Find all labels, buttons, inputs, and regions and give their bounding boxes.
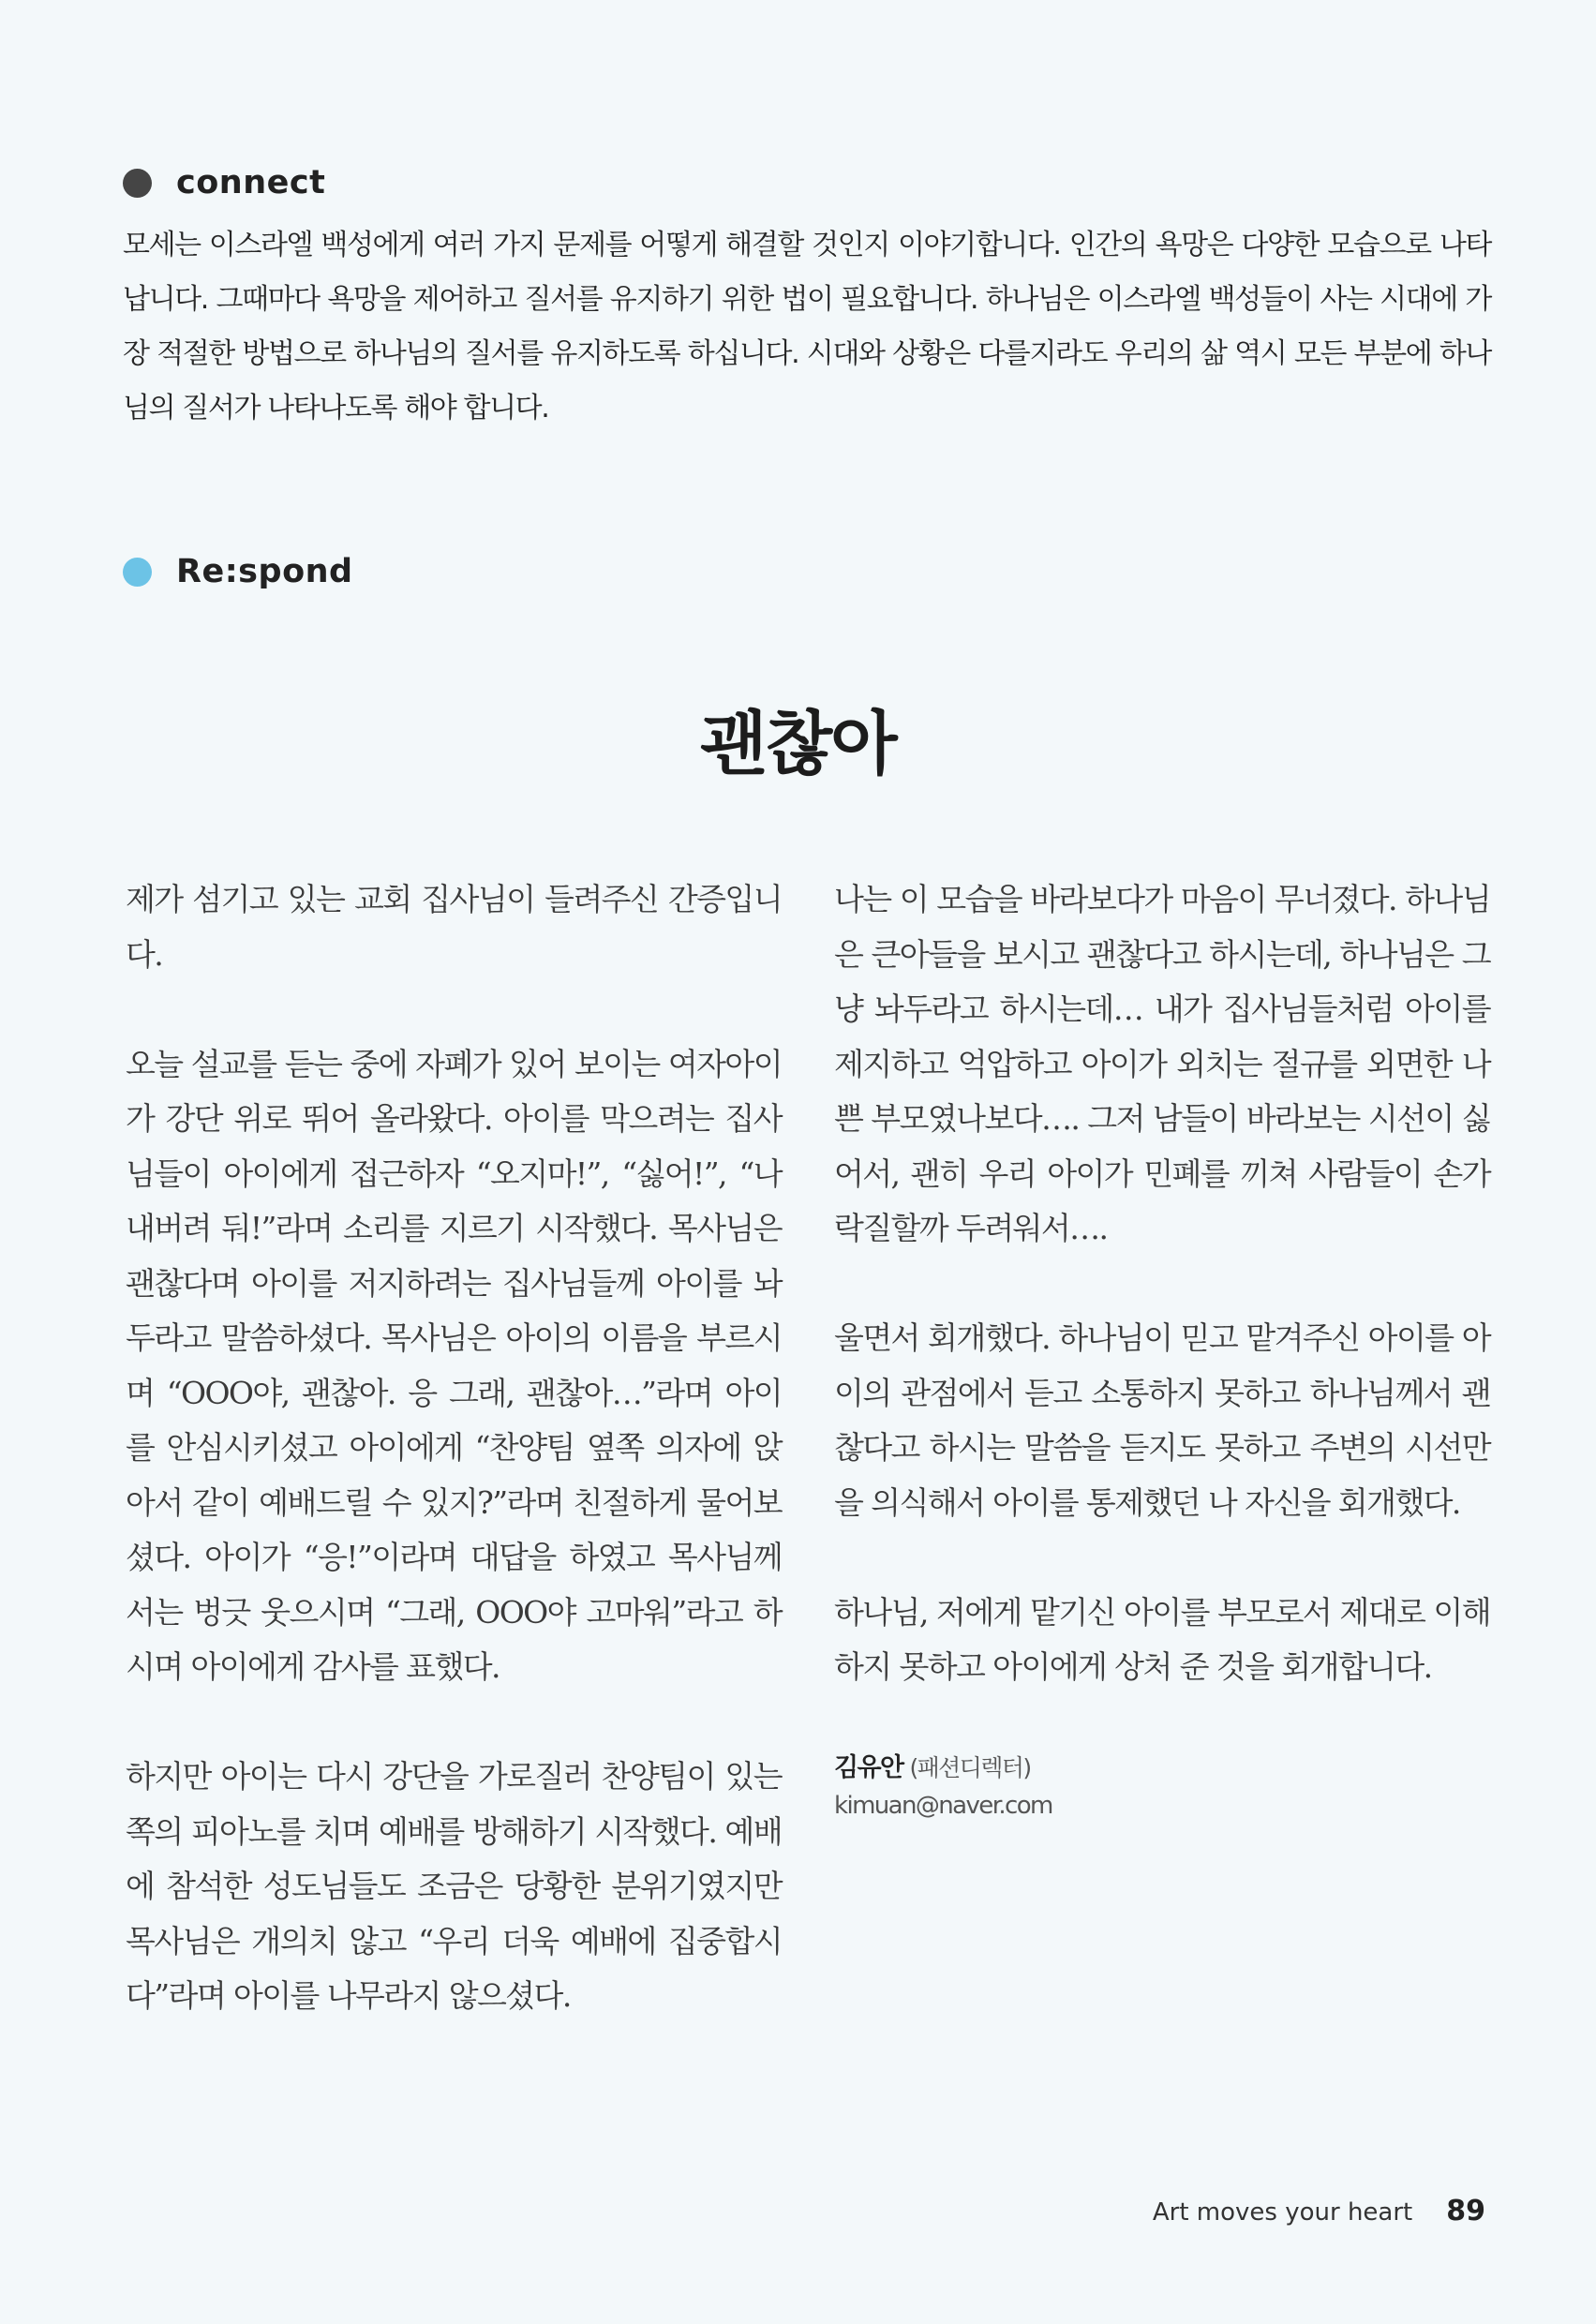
article-paragraph: 오늘 설교를 듣는 중에 자폐가 있어 보이는 여자아이가 강단 위로 뛰어 올라왔다. 아이를 막으려는 집사님들이 아이에게 접근하자 “오지마!”, “싫어!”, “나 내버려 둬!”라며 소리를 지르기 시작했다. 목사님은 괜찮다며 아이를 저지하려는 집사님들께 아이를 놔두라고 말씀하셨다. 목사님은 아이의 이름을 부르시며 “OOO야, 괜찮아. 응 그래, 괜찮아…”라며 아이를 안심시키셨고 아이에게 “찬양팀 옆쪽 의자에 앉아서 같이 예배드릴 수 있지?”라며 친절하게 물어보셨다. 아이가 “응!”이라며 대답을 하였고 목사님께서는 벙긋 웃으시며 “그래, OOO야 고마워”라고 하시며 아이에게 감사를 표했다. [126, 1045, 782, 1685]
article-title: 괜찮아 [700, 704, 896, 784]
connect-label: connect [176, 164, 326, 201]
article-paragraph: 하나님, 저에게 맡기신 아이를 부모로서 제대로 이해하지 못하고 아이에게 상처 준 것을 회개합니다. [834, 1593, 1490, 1685]
connect-bullet-dot [123, 169, 152, 198]
author-email: kimuan@naver.com [834, 1792, 1052, 1820]
article-left-column [126, 872, 782, 2078]
connect-text: 모세는 이스라엘 백성에게 여러 가지 문제를 어떻게 해결할 것인지 이야기합니다. 인간의 욕망은 다양한 모습으로 나타납니다. 그때마다 욕망을 제어하고 질서를 유지하기 위한 법이 필요합니다. 하나님은 이스라엘 백성들이 사는 시대에 가장 적절한 방법으로 하나님의 질서를 유지하도록 하십니다. 시대와 상황은 다를지라도 우리의 삶 역시 모든 부분에 하나님의 질서가 나타나도록 해야 합니다. [123, 229, 1491, 425]
author-name: 김유안 [834, 1753, 903, 1782]
footer-tagline: Art moves your heart [1152, 2198, 1413, 2227]
article-right-column [834, 872, 1490, 1825]
article-paragraph: 울면서 회개했다. 하나님이 믿고 맡겨주신 아이를 아이의 관점에서 듣고 소통하지 못하고 하나님께서 괜찮다고 하시는 말씀을 듣지도 못하고 주변의 시선만을 의식해서 아이를 통제했던 나 자신을 회개했다. [834, 1319, 1490, 1521]
respond-bullet-dot [123, 558, 152, 587]
article-paragraph: 제가 섬기고 있는 교회 집사님이 들려주신 간증입니다. [126, 881, 782, 973]
author-role: (패션디렉터) [909, 1754, 1031, 1781]
page-footer [1153, 2195, 1485, 2227]
article-paragraph: 나는 이 모습을 바라보다가 마음이 무너졌다. 하나님은 큰아들을 보시고 괜찮다고 하시는데, 하나님은 그냥 놔두라고 하시는데… 내가 집사님들처럼 아이를 제지하고 억압하고 아이가 외치는 절규를 외면한 나쁜 부모였나보다…. 그저 남들이 바라보는 시선이 싫어서, 괜히 우리 아이가 민폐를 끼쳐 사람들이 손가락질할까 두려워서…. [834, 881, 1490, 1246]
article-paragraph: 하지만 아이는 다시 강단을 가로질러 찬양팀이 있는 쪽의 피아노를 치며 예배를 방해하기 시작했다. 예배에 참석한 성도님들도 조금은 당황한 분위기였지만 목사님은 개의치 않고 “우리 더욱 예배에 집중합시다”라며 아이를 나무라지 않으셨다. [126, 1758, 782, 2014]
connect-section-header [123, 164, 325, 201]
respond-section-header [123, 553, 353, 590]
author-byline [834, 1750, 1490, 1825]
respond-label: Re:spond [176, 553, 353, 590]
page-number: 89 [1446, 2195, 1485, 2227]
